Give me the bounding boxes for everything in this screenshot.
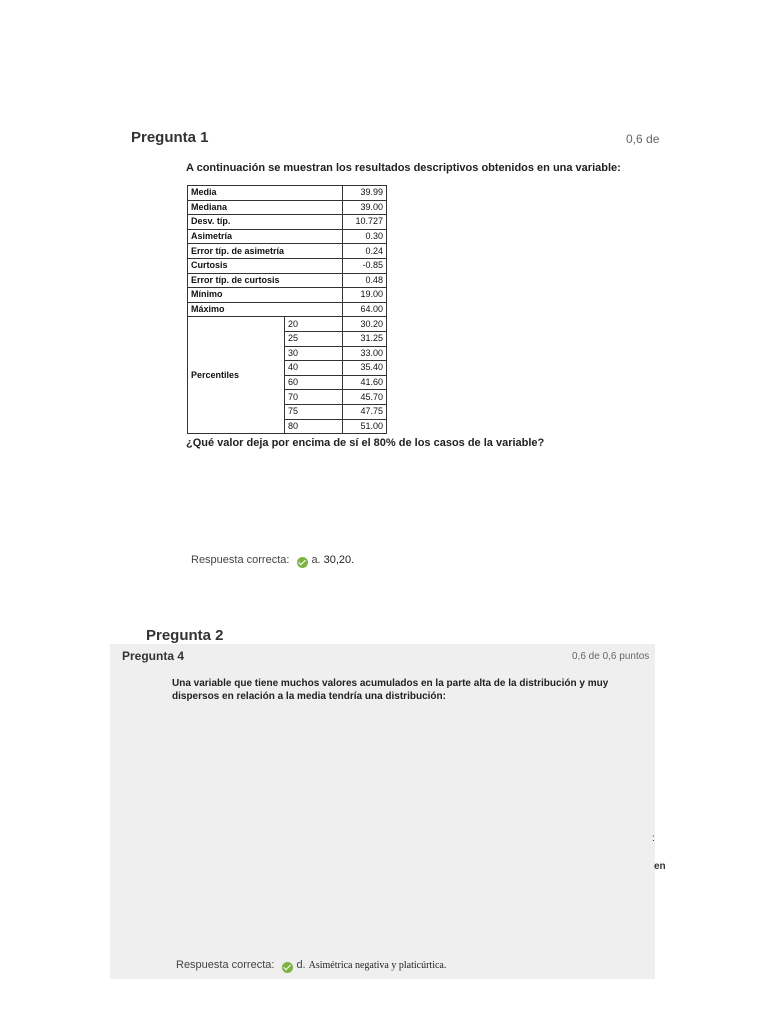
table-row <box>188 258 387 273</box>
question-4-title: Pregunta 4 <box>122 649 185 663</box>
stat-value: 39.00 <box>343 200 387 215</box>
percentile-number: 75 <box>285 404 343 419</box>
stat-value: 39.99 <box>343 186 387 201</box>
percentile-value: 47.75 <box>343 404 387 419</box>
answer-letter: a. <box>311 554 321 566</box>
answer-text: 30,20. <box>323 554 355 566</box>
cropped-text-fragment: en <box>654 861 666 872</box>
stat-value: 0.30 <box>343 229 387 244</box>
question-1-intro: A continuación se muestran los resultados descriptivos obtenidos en una variable: <box>186 162 621 174</box>
check-icon <box>297 557 308 568</box>
table-row <box>188 288 387 303</box>
percentile-value: 35.40 <box>343 361 387 376</box>
answer-letter: d. <box>296 959 306 971</box>
percentile-value: 45.70 <box>343 390 387 405</box>
percentile-number: 20 <box>285 317 343 332</box>
table-row <box>188 244 387 259</box>
table-row <box>188 215 387 230</box>
stat-label: Máximo <box>188 302 343 317</box>
stat-label: Asimetría <box>188 229 343 244</box>
question-1-title: Pregunta 1 <box>131 129 209 146</box>
question-1-score: 0,6 de <box>626 132 660 146</box>
stat-value: 0.48 <box>343 273 387 288</box>
percentile-value: 41.60 <box>343 375 387 390</box>
percentile-value: 51.00 <box>343 419 387 434</box>
percentile-number: 40 <box>285 361 343 376</box>
correct-answer-label: Respuesta correcta: <box>191 554 290 566</box>
percentile-value: 31.25 <box>343 331 387 346</box>
percentile-number: 70 <box>285 390 343 405</box>
table-row <box>188 317 387 332</box>
stat-value: 64.00 <box>343 302 387 317</box>
stat-value: -0.85 <box>343 258 387 273</box>
check-icon <box>282 962 293 973</box>
percentile-value: 30.20 <box>343 317 387 332</box>
answer-text: Asimétrica negativa y platicúrtica. <box>308 959 447 971</box>
table-row <box>188 200 387 215</box>
table-row <box>188 273 387 288</box>
stat-label: Mediana <box>188 200 343 215</box>
stat-value: 10.727 <box>343 215 387 230</box>
question-1-correct-answer <box>191 554 354 566</box>
stat-label: Error típ. de asimetría <box>188 244 343 259</box>
question-4-prompt: Una variable que tiene muchos valores acumulados en la parte alta de la distribución y muy dispersos en relación a la media tendría una distribución: <box>172 678 609 702</box>
stat-value: 19.00 <box>343 288 387 303</box>
percentile-number: 80 <box>285 419 343 434</box>
stat-label: Error típ. de curtosis <box>188 273 343 288</box>
question-2-title: Pregunta 2 <box>146 627 224 644</box>
percentile-number: 60 <box>285 375 343 390</box>
stat-label: Mínimo <box>188 288 343 303</box>
question-4-correct-answer <box>176 959 446 971</box>
percentiles-label: Percentiles <box>188 317 285 434</box>
question-4-score: 0,6 de 0,6 puntos <box>572 651 650 662</box>
table-row <box>188 229 387 244</box>
cropped-text-fragment: : <box>652 833 655 844</box>
question-1-prompt: ¿Qué valor deja por encima de sí el 80% de los casos de la variable? <box>186 437 545 449</box>
table-row <box>188 302 387 317</box>
stat-label: Media <box>188 186 343 201</box>
stat-label: Desv. típ. <box>188 215 343 230</box>
percentile-value: 33.00 <box>343 346 387 361</box>
stat-value: 0.24 <box>343 244 387 259</box>
stat-label: Curtosis <box>188 258 343 273</box>
correct-answer-label: Respuesta correcta: <box>176 959 275 971</box>
percentile-number: 25 <box>285 331 343 346</box>
table-row <box>188 186 387 201</box>
percentile-number: 30 <box>285 346 343 361</box>
descriptive-stats-table <box>187 185 387 434</box>
